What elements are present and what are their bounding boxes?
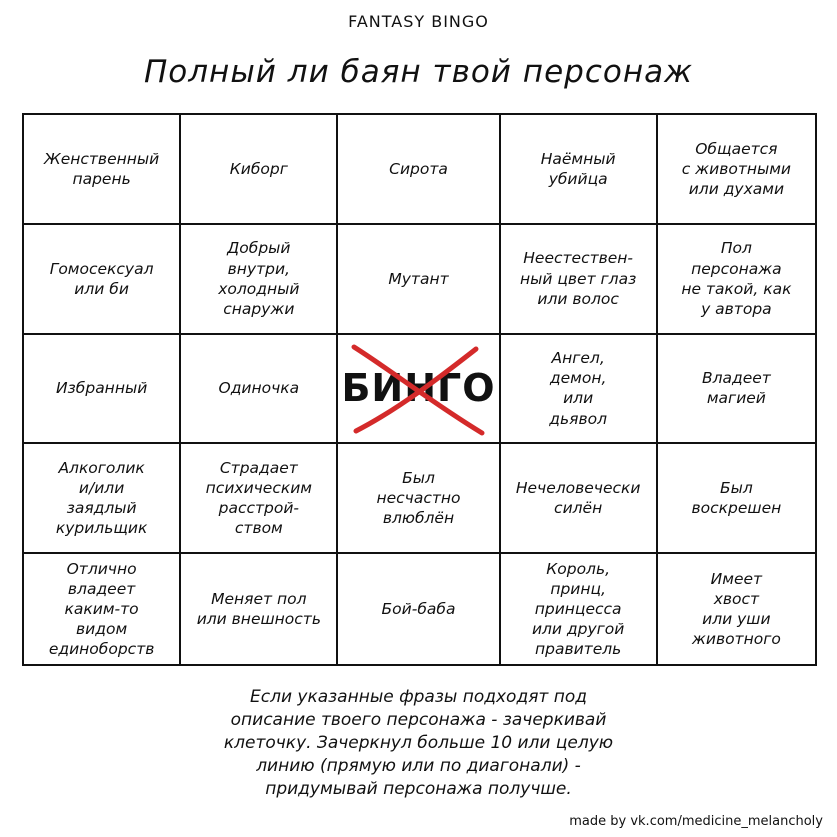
bingo-cell[interactable]: Был воскрешен <box>658 444 815 554</box>
bingo-cell[interactable]: Алкоголик и/или заядлый курильщик <box>24 444 181 554</box>
bingo-cell[interactable]: Бой-баба <box>338 554 500 664</box>
bingo-cell[interactable]: Имеет хвост или уши животного <box>691 569 781 649</box>
bingo-cell[interactable]: Мутант <box>338 225 500 335</box>
bingo-cell[interactable]: Женственный парень <box>24 115 181 225</box>
bingo-cell[interactable]: Киборг <box>181 115 338 225</box>
bingo-cell[interactable]: Нечеловечески силён <box>501 444 658 554</box>
bingo-center-cell[interactable] <box>338 335 500 445</box>
bingo-cell[interactable]: Отлично владеет каким-то видом единоборств <box>24 554 181 664</box>
bingo-grid <box>22 113 817 666</box>
bingo-cell[interactable]: Страдает психическим расстрой- ством <box>181 444 338 554</box>
bingo-cell[interactable]: Неестествен- ный цвет глаз или волос <box>501 225 658 335</box>
bingo-cell[interactable]: Ангел, демон, или дьявол <box>501 335 658 445</box>
bingo-cell[interactable]: Одиночка <box>181 335 338 445</box>
bingo-label: БИНГО <box>341 365 496 410</box>
bingo-cell[interactable]: Сирота <box>338 115 500 225</box>
bingo-cell[interactable]: Гомосексуал или би <box>24 225 181 335</box>
bingo-cell[interactable]: Наёмный убийца <box>501 115 658 225</box>
instructions-text: Если указанные фразы подходят под описание твоего персонажа - зачеркивай клеточку. Зачеркнул больше 10 или целую линию (прямую или по диагонали) - придумывай персонажа получше. <box>223 687 614 799</box>
bingo-cell[interactable]: Владеет магией <box>658 335 815 445</box>
bingo-cell[interactable]: Король, принц, принцесса или другой правитель <box>501 554 658 664</box>
page-title: Полный ли баян твой персонаж <box>143 54 694 90</box>
bingo-cell[interactable]: Добрый внутри, холодный снаружи <box>181 225 338 335</box>
bingo-cell[interactable]: Пол персонажа не такой, как у автора <box>658 225 815 335</box>
header-small-title: FANTASY BINGO <box>348 12 489 31</box>
bingo-cell[interactable]: Избранный <box>24 335 181 445</box>
credit-text: made by vk.com/medicine_melancholy <box>569 814 823 829</box>
bingo-cell[interactable]: Был несчастно влюблён <box>338 444 500 554</box>
bingo-cell[interactable]: Общается с животными или духами <box>658 115 815 225</box>
bingo-cell[interactable]: Меняет пол или внешность <box>181 554 338 664</box>
